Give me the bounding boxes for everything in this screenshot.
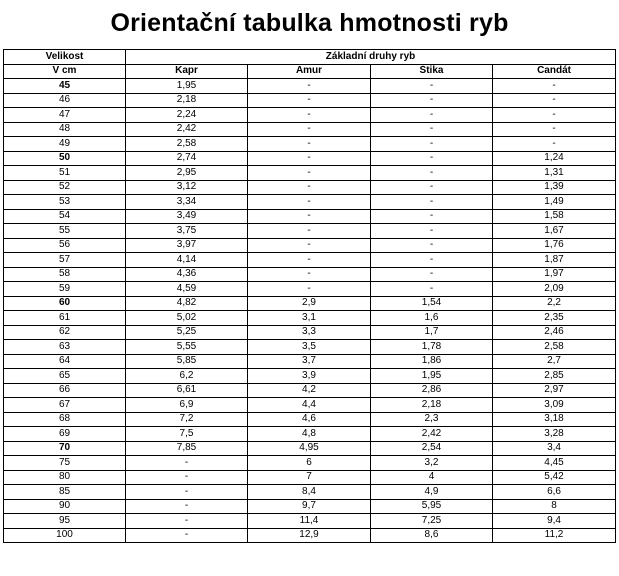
- size-cell: 65: [4, 369, 126, 384]
- size-cell: 61: [4, 311, 126, 326]
- size-cell: 51: [4, 166, 126, 181]
- table-row: [4, 528, 616, 543]
- weight-cell-candat: 1,31: [493, 166, 616, 181]
- weight-cell-stika: -: [371, 195, 493, 210]
- size-cell: 80: [4, 470, 126, 485]
- weight-cell-kapr: 6,61: [126, 383, 248, 398]
- table-row: [4, 253, 616, 268]
- size-cell: 62: [4, 325, 126, 340]
- weight-cell-amur: -: [248, 253, 371, 268]
- weight-cell-amur: -: [248, 93, 371, 108]
- weight-cell-kapr: 2,42: [126, 122, 248, 137]
- weight-cell-amur: 3,9: [248, 369, 371, 384]
- weight-cell-kapr: 3,75: [126, 224, 248, 239]
- weight-cell-stika: -: [371, 224, 493, 239]
- weight-cell-stika: -: [371, 122, 493, 137]
- weight-cell-candat: -: [493, 93, 616, 108]
- weight-cell-kapr: 2,74: [126, 151, 248, 166]
- table-row: [4, 93, 616, 108]
- weight-cell-kapr: 2,58: [126, 137, 248, 152]
- weight-cell-amur: 3,1: [248, 311, 371, 326]
- weight-cell-amur: -: [248, 180, 371, 195]
- size-cell: 60: [4, 296, 126, 311]
- weight-cell-stika: -: [371, 180, 493, 195]
- size-cell: 59: [4, 282, 126, 297]
- weight-cell-stika: -: [371, 238, 493, 253]
- weight-cell-candat: 1,24: [493, 151, 616, 166]
- weight-cell-stika: 1,78: [371, 340, 493, 355]
- table-row: [4, 412, 616, 427]
- table-row: [4, 470, 616, 485]
- table-row: [4, 325, 616, 340]
- weight-cell-amur: -: [248, 79, 371, 94]
- table-body: [4, 79, 616, 543]
- weight-cell-kapr: 5,55: [126, 340, 248, 355]
- weight-cell-kapr: 3,12: [126, 180, 248, 195]
- weight-cell-candat: 2,09: [493, 282, 616, 297]
- table-row: [4, 180, 616, 195]
- weight-cell-kapr: 6,2: [126, 369, 248, 384]
- table-row: [4, 238, 616, 253]
- weight-cell-kapr: -: [126, 499, 248, 514]
- weight-cell-stika: -: [371, 151, 493, 166]
- size-cell: 47: [4, 108, 126, 123]
- size-cell: 90: [4, 499, 126, 514]
- weight-cell-amur: 4,2: [248, 383, 371, 398]
- weight-cell-kapr: 7,85: [126, 441, 248, 456]
- weight-cell-stika: 5,95: [371, 499, 493, 514]
- fish-weight-table: [3, 49, 616, 543]
- weight-cell-amur: 11,4: [248, 514, 371, 529]
- weight-cell-stika: 2,42: [371, 427, 493, 442]
- weight-cell-kapr: 5,85: [126, 354, 248, 369]
- weight-cell-kapr: -: [126, 485, 248, 500]
- weight-cell-candat: 5,42: [493, 470, 616, 485]
- weight-cell-kapr: 7,5: [126, 427, 248, 442]
- table-row: [4, 485, 616, 500]
- size-cell: 55: [4, 224, 126, 239]
- size-cell: 48: [4, 122, 126, 137]
- weight-cell-stika: 2,54: [371, 441, 493, 456]
- table-row: [4, 456, 616, 471]
- weight-cell-amur: 9,7: [248, 499, 371, 514]
- weight-cell-candat: 2,2: [493, 296, 616, 311]
- table-row: [4, 122, 616, 137]
- table-row: [4, 514, 616, 529]
- weight-cell-amur: -: [248, 195, 371, 210]
- weight-cell-kapr: 6,9: [126, 398, 248, 413]
- weight-cell-stika: 4: [371, 470, 493, 485]
- weight-cell-stika: 7,25: [371, 514, 493, 529]
- weight-cell-candat: 1,39: [493, 180, 616, 195]
- weight-cell-candat: 2,46: [493, 325, 616, 340]
- weight-cell-kapr: 2,18: [126, 93, 248, 108]
- size-cell: 64: [4, 354, 126, 369]
- weight-cell-kapr: -: [126, 528, 248, 543]
- weight-cell-amur: -: [248, 166, 371, 181]
- weight-cell-kapr: 5,02: [126, 311, 248, 326]
- weight-cell-stika: 1,86: [371, 354, 493, 369]
- weight-cell-amur: -: [248, 267, 371, 282]
- weight-cell-stika: -: [371, 166, 493, 181]
- weight-cell-kapr: 5,25: [126, 325, 248, 340]
- weight-cell-stika: 3,2: [371, 456, 493, 471]
- weight-cell-amur: -: [248, 137, 371, 152]
- weight-cell-candat: 11,2: [493, 528, 616, 543]
- weight-cell-kapr: 4,82: [126, 296, 248, 311]
- weight-cell-candat: 1,67: [493, 224, 616, 239]
- header-row-top: [4, 50, 616, 65]
- table-row: [4, 311, 616, 326]
- weight-cell-amur: -: [248, 122, 371, 137]
- table-row: [4, 137, 616, 152]
- weight-cell-candat: 3,18: [493, 412, 616, 427]
- table-row: [4, 383, 616, 398]
- weight-cell-stika: 1,54: [371, 296, 493, 311]
- weight-cell-stika: -: [371, 108, 493, 123]
- weight-cell-stika: 2,18: [371, 398, 493, 413]
- weight-cell-kapr: 3,97: [126, 238, 248, 253]
- weight-cell-candat: 6,6: [493, 485, 616, 500]
- size-cell: 95: [4, 514, 126, 529]
- weight-cell-kapr: -: [126, 514, 248, 529]
- weight-cell-candat: 1,87: [493, 253, 616, 268]
- species-group-header: Základní druhy ryb: [126, 50, 616, 65]
- species-header-candat: Candát: [493, 64, 616, 79]
- weight-cell-candat: 3,28: [493, 427, 616, 442]
- weight-cell-kapr: 4,59: [126, 282, 248, 297]
- table-row: [4, 224, 616, 239]
- weight-cell-kapr: 3,34: [126, 195, 248, 210]
- weight-cell-kapr: 3,49: [126, 209, 248, 224]
- table-row: [4, 441, 616, 456]
- weight-cell-stika: -: [371, 137, 493, 152]
- table-row: [4, 166, 616, 181]
- weight-cell-stika: -: [371, 93, 493, 108]
- size-cell: 49: [4, 137, 126, 152]
- weight-cell-candat: 1,49: [493, 195, 616, 210]
- species-header-stika: Štika: [371, 64, 493, 79]
- weight-cell-stika: 1,6: [371, 311, 493, 326]
- size-unit-header: V cm: [4, 64, 126, 79]
- weight-cell-stika: -: [371, 267, 493, 282]
- weight-cell-candat: 4,45: [493, 456, 616, 471]
- weight-cell-kapr: 4,36: [126, 267, 248, 282]
- weight-cell-amur: 4,4: [248, 398, 371, 413]
- weight-cell-amur: -: [248, 224, 371, 239]
- weight-cell-candat: -: [493, 122, 616, 137]
- weight-cell-amur: 3,3: [248, 325, 371, 340]
- weight-cell-stika: -: [371, 79, 493, 94]
- weight-cell-candat: -: [493, 108, 616, 123]
- table-row: [4, 79, 616, 94]
- table-row: [4, 282, 616, 297]
- weight-cell-kapr: 2,95: [126, 166, 248, 181]
- weight-cell-candat: -: [493, 79, 616, 94]
- weight-cell-candat: 1,58: [493, 209, 616, 224]
- weight-cell-amur: -: [248, 151, 371, 166]
- weight-cell-kapr: -: [126, 456, 248, 471]
- weight-cell-kapr: -: [126, 470, 248, 485]
- weight-cell-stika: -: [371, 282, 493, 297]
- weight-cell-amur: 6: [248, 456, 371, 471]
- weight-cell-stika: -: [371, 253, 493, 268]
- weight-cell-amur: 4,8: [248, 427, 371, 442]
- weight-cell-amur: 3,5: [248, 340, 371, 355]
- species-header-kapr: Kapr: [126, 64, 248, 79]
- weight-cell-amur: -: [248, 282, 371, 297]
- size-cell: 70: [4, 441, 126, 456]
- weight-cell-candat: 9,4: [493, 514, 616, 529]
- weight-cell-stika: 1,95: [371, 369, 493, 384]
- weight-cell-stika: 8,6: [371, 528, 493, 543]
- table-row: [4, 267, 616, 282]
- weight-cell-candat: 8: [493, 499, 616, 514]
- table-row: [4, 108, 616, 123]
- size-cell: 52: [4, 180, 126, 195]
- weight-cell-amur: 4,95: [248, 441, 371, 456]
- size-cell: 53: [4, 195, 126, 210]
- size-cell: 57: [4, 253, 126, 268]
- weight-cell-amur: 12,9: [248, 528, 371, 543]
- size-cell: 75: [4, 456, 126, 471]
- weight-cell-candat: 2,97: [493, 383, 616, 398]
- size-cell: 69: [4, 427, 126, 442]
- table-row: [4, 296, 616, 311]
- weight-cell-candat: 2,85: [493, 369, 616, 384]
- weight-cell-kapr: 7,2: [126, 412, 248, 427]
- size-cell: 46: [4, 93, 126, 108]
- weight-cell-candat: 2,35: [493, 311, 616, 326]
- weight-cell-stika: 2,86: [371, 383, 493, 398]
- size-cell: 66: [4, 383, 126, 398]
- size-cell: 45: [4, 79, 126, 94]
- table-row: [4, 398, 616, 413]
- weight-cell-amur: 7: [248, 470, 371, 485]
- weight-cell-amur: 8,4: [248, 485, 371, 500]
- table-row: [4, 354, 616, 369]
- size-header: Velikost: [4, 50, 126, 65]
- page-title: Orientační tabulka hmotnosti ryb: [110, 9, 509, 37]
- weight-cell-stika: -: [371, 209, 493, 224]
- size-cell: 50: [4, 151, 126, 166]
- weight-cell-candat: 3,09: [493, 398, 616, 413]
- weight-cell-amur: -: [248, 238, 371, 253]
- weight-cell-candat: 2,7: [493, 354, 616, 369]
- table-row: [4, 427, 616, 442]
- table-row: [4, 195, 616, 210]
- weight-cell-amur: -: [248, 108, 371, 123]
- size-cell: 56: [4, 238, 126, 253]
- table-row: [4, 369, 616, 384]
- weight-cell-kapr: 2,24: [126, 108, 248, 123]
- weight-cell-candat: -: [493, 137, 616, 152]
- weight-cell-amur: -: [248, 209, 371, 224]
- weight-cell-kapr: 4,14: [126, 253, 248, 268]
- size-cell: 85: [4, 485, 126, 500]
- size-cell: 58: [4, 267, 126, 282]
- size-cell: 54: [4, 209, 126, 224]
- size-cell: 100: [4, 528, 126, 543]
- weight-cell-amur: 2,9: [248, 296, 371, 311]
- table-row: [4, 151, 616, 166]
- size-cell: 68: [4, 412, 126, 427]
- weight-cell-candat: 1,97: [493, 267, 616, 282]
- species-header-amur: Amur: [248, 64, 371, 79]
- weight-cell-candat: 2,58: [493, 340, 616, 355]
- weight-cell-stika: 1,7: [371, 325, 493, 340]
- weight-cell-candat: 3,4: [493, 441, 616, 456]
- weight-cell-stika: 4,9: [371, 485, 493, 500]
- weight-cell-kapr: 1,95: [126, 79, 248, 94]
- weight-cell-candat: 1,76: [493, 238, 616, 253]
- weight-cell-stika: 2,3: [371, 412, 493, 427]
- table-row: [4, 340, 616, 355]
- table-row: [4, 209, 616, 224]
- size-cell: 63: [4, 340, 126, 355]
- weight-cell-amur: 3,7: [248, 354, 371, 369]
- weight-cell-amur: 4,6: [248, 412, 371, 427]
- table-row: [4, 499, 616, 514]
- table-header: [4, 50, 616, 79]
- size-cell: 67: [4, 398, 126, 413]
- header-row-bottom: [4, 64, 616, 79]
